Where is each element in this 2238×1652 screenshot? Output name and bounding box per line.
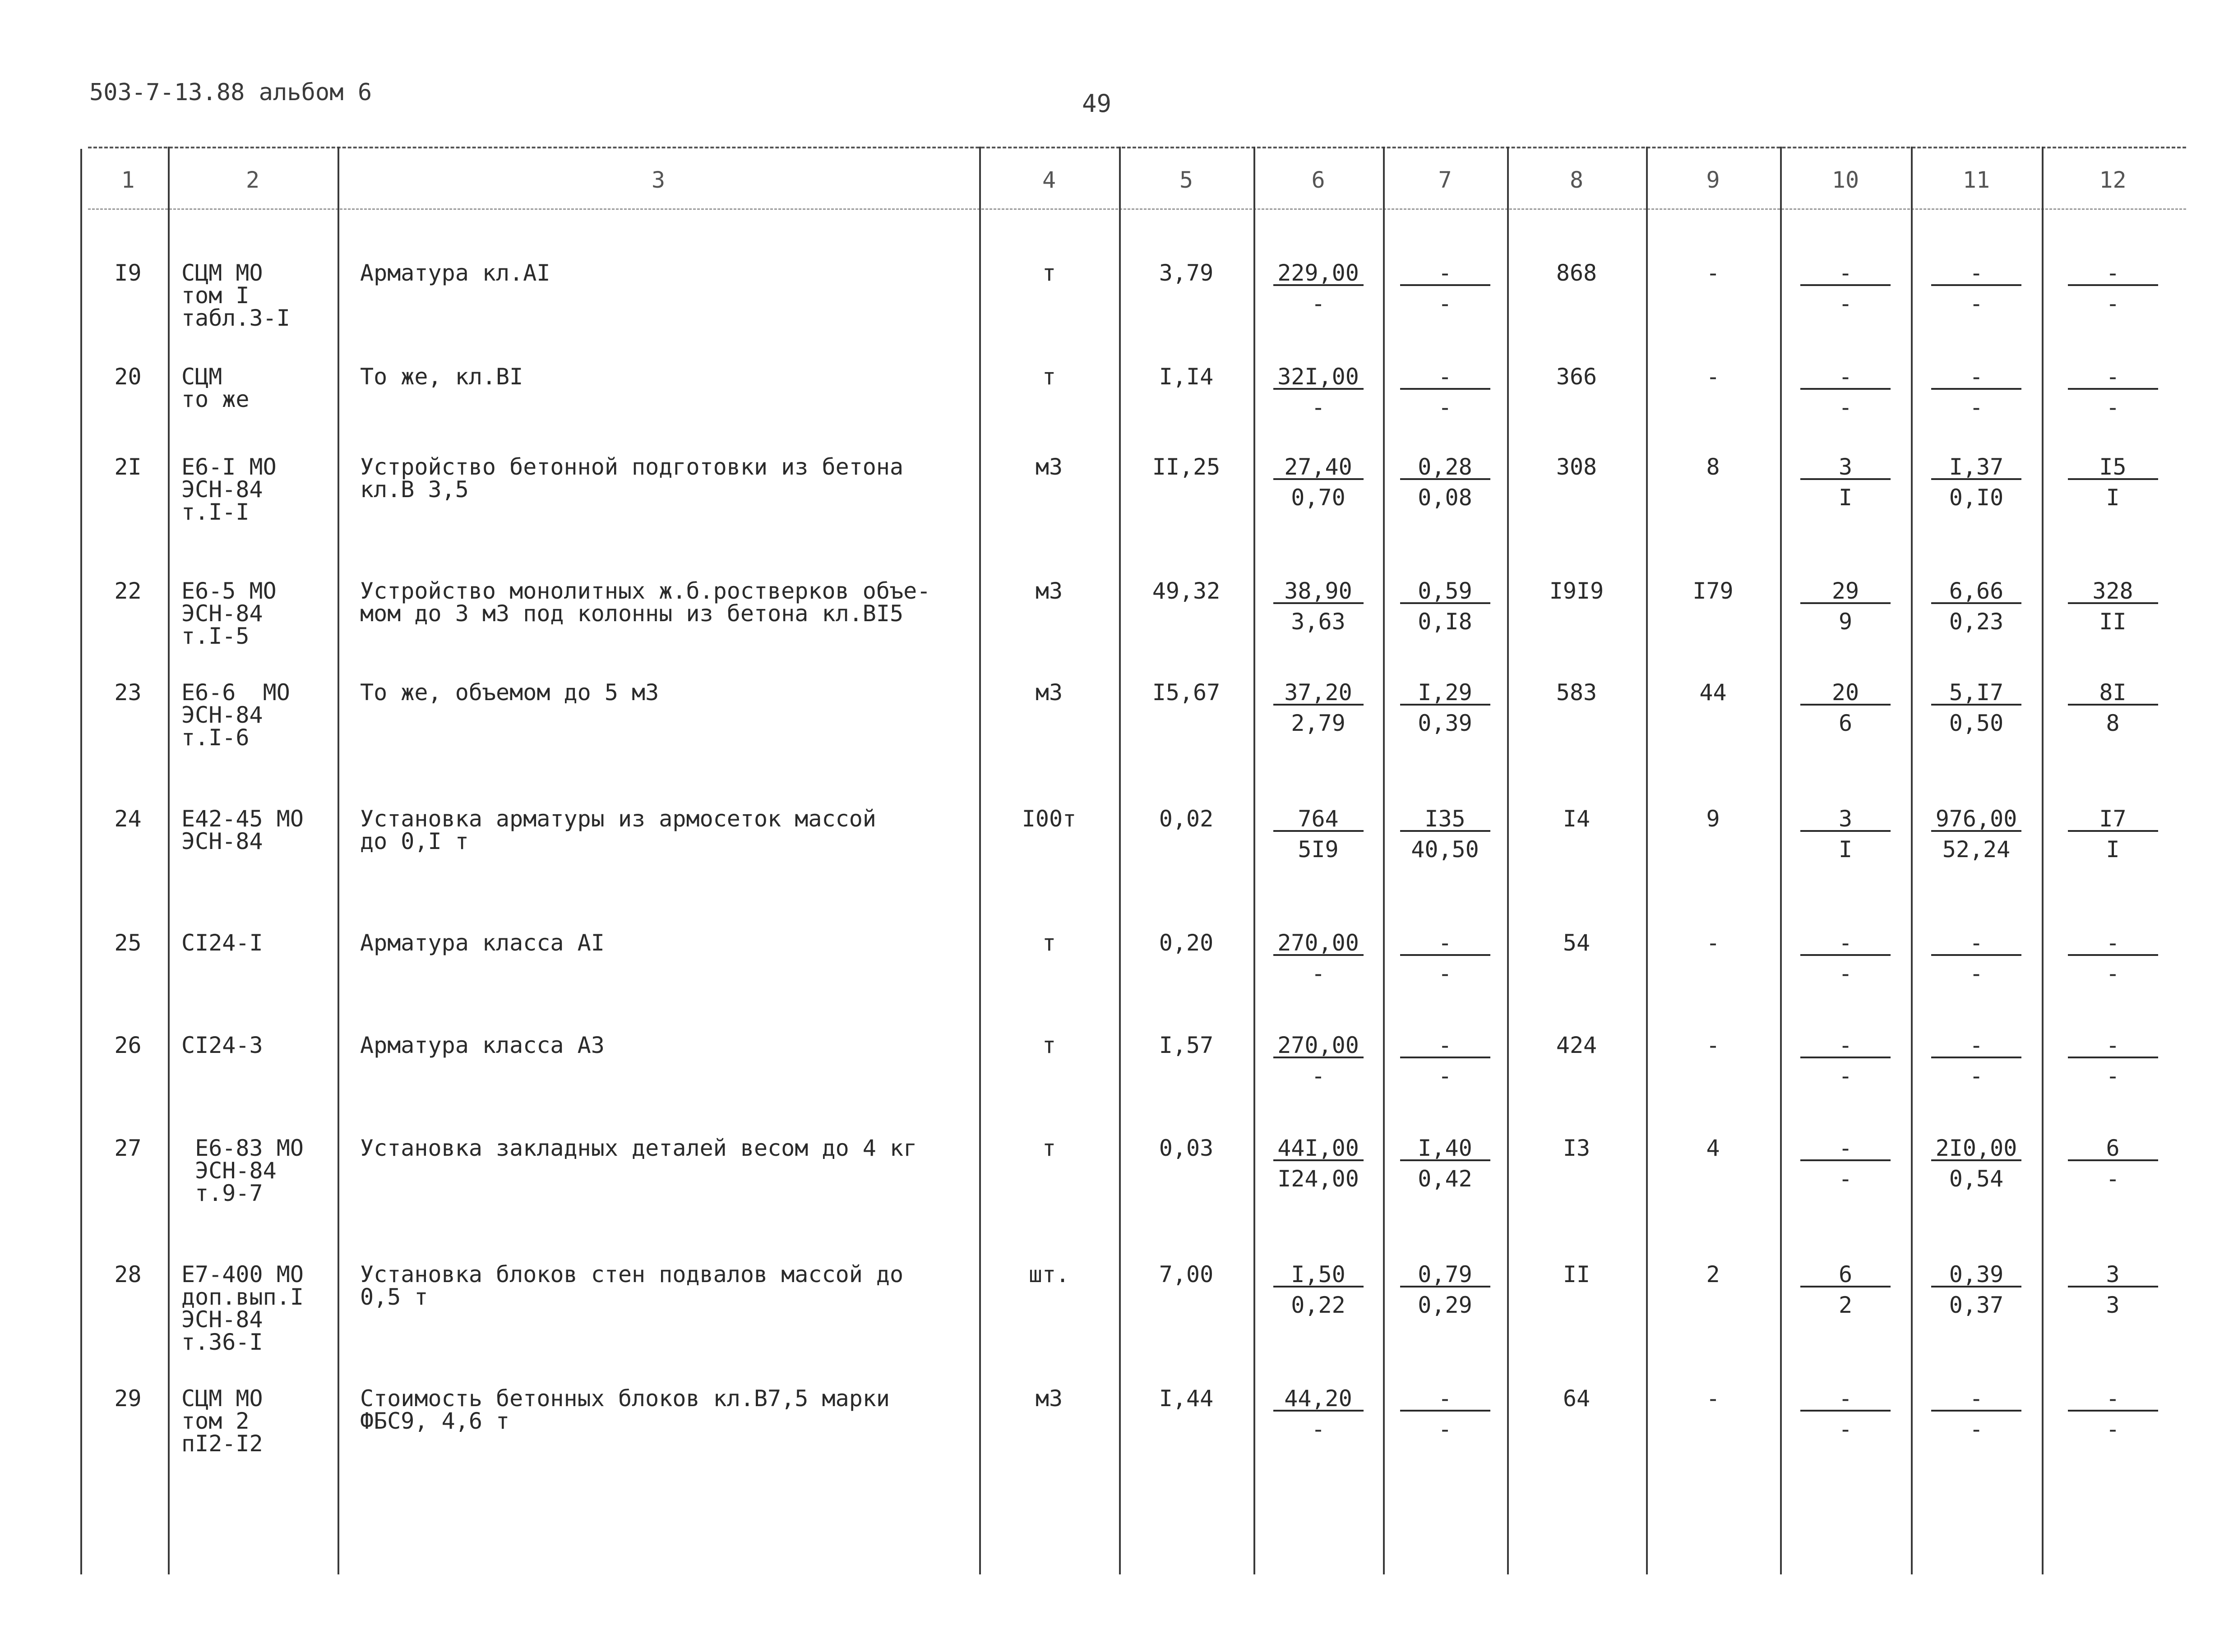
total-wage: 2 <box>1706 1261 1720 1287</box>
quantity: 49,32 <box>1152 578 1221 604</box>
unit-wage-denominator: - <box>1438 394 1452 420</box>
unit-cost <box>1273 681 1364 734</box>
unit-cost <box>1273 1263 1364 1316</box>
unit-cost <box>1273 1034 1364 1087</box>
column-number: 7 <box>1438 167 1452 193</box>
unit-cost-numerator: I,50 <box>1273 1263 1364 1287</box>
machine-cost-denominator: - <box>1838 291 1853 317</box>
labor-total-numerator: - <box>2068 365 2158 390</box>
machine-cost <box>1800 262 1891 315</box>
labor-total-numerator: - <box>2068 932 2158 956</box>
row-number: 28 <box>114 1261 142 1287</box>
unit-wage <box>1400 1137 1490 1190</box>
unit-cost-numerator: 38,90 <box>1273 580 1364 604</box>
norm-code: Е7-400 МО доп.вып.I ЭСН-84 т.36-I <box>181 1261 304 1355</box>
unit-cost-denominator: I24,00 <box>1277 1166 1359 1192</box>
unit-cost-numerator: 764 <box>1273 808 1364 832</box>
unit-cost <box>1273 262 1364 315</box>
total-wage: - <box>1706 1032 1720 1058</box>
work-name: Установка арматуры из армосеток массой до 0,I т <box>360 806 876 854</box>
labor-cost <box>1931 580 2021 633</box>
unit-wage <box>1400 1263 1490 1316</box>
column-number: 6 <box>1311 167 1325 193</box>
labor-total-numerator: 3 <box>2068 1263 2158 1287</box>
column-divider <box>1780 147 1782 1574</box>
machine-cost <box>1800 808 1891 861</box>
unit-wage-denominator: - <box>1438 1063 1452 1089</box>
labor-cost-numerator: 0,39 <box>1931 1263 2021 1287</box>
labor-total-denominator: - <box>2106 291 2120 317</box>
unit-wage <box>1400 365 1490 419</box>
page-number: 49 <box>1082 89 1112 118</box>
labor-cost <box>1931 456 2021 509</box>
unit-cost-numerator: 270,00 <box>1273 1034 1364 1058</box>
unit: I00т <box>1022 806 1077 832</box>
row-number: 23 <box>114 679 142 706</box>
unit-cost <box>1273 365 1364 419</box>
unit-cost-denominator: 0,22 <box>1291 1292 1346 1318</box>
unit-cost-numerator: 44,20 <box>1273 1387 1364 1412</box>
quantity: I5,67 <box>1152 679 1221 706</box>
norm-code: Е6-6 МО ЭСН-84 т.I-6 <box>181 679 290 751</box>
labor-total <box>2068 365 2158 419</box>
row-number: I9 <box>114 260 142 286</box>
labor-cost-numerator: 976,00 <box>1931 808 2021 832</box>
machine-cost-numerator: - <box>1800 1137 1891 1161</box>
unit-cost-denominator: - <box>1311 394 1325 420</box>
column-divider <box>979 147 981 1574</box>
unit-wage <box>1400 580 1490 633</box>
unit-wage <box>1400 1034 1490 1087</box>
labor-cost <box>1931 932 2021 985</box>
machine-cost <box>1800 456 1891 509</box>
labor-cost <box>1931 681 2021 734</box>
quantity: 7,00 <box>1159 1261 1214 1287</box>
unit-wage-numerator: - <box>1400 365 1490 390</box>
quantity: 0,03 <box>1159 1135 1214 1161</box>
unit-wage-numerator: - <box>1400 932 1490 956</box>
labor-total-numerator: - <box>2068 1034 2158 1058</box>
labor-cost-denominator: 0,50 <box>1949 710 2004 736</box>
unit-wage-numerator: 0,59 <box>1400 580 1490 604</box>
labor-cost-denominator: - <box>1969 1063 1984 1089</box>
norm-code: Е42-45 МО ЭСН-84 <box>181 806 304 854</box>
labor-total <box>2068 681 2158 734</box>
unit-wage-numerator: 0,79 <box>1400 1263 1490 1287</box>
column-number: 10 <box>1831 167 1859 193</box>
labor-total <box>2068 1263 2158 1316</box>
machine-cost-denominator: - <box>1838 1166 1853 1192</box>
machine-cost-numerator: 29 <box>1800 580 1891 604</box>
unit-wage-denominator: 0,I8 <box>1418 609 1472 635</box>
column-number: 5 <box>1179 167 1193 193</box>
labor-cost-denominator: - <box>1969 394 1984 420</box>
work-name: Арматура класса А3 <box>360 1032 605 1058</box>
work-name: Арматура класса АI <box>360 930 605 956</box>
machine-cost-denominator: - <box>1838 1063 1853 1089</box>
machine-cost-denominator: 9 <box>1838 609 1853 635</box>
machine-cost <box>1800 1263 1891 1316</box>
total-wage: 44 <box>1699 679 1727 706</box>
labor-total <box>2068 580 2158 633</box>
labor-total-denominator: - <box>2106 394 2120 420</box>
total-wage: 9 <box>1706 806 1720 832</box>
unit: м3 <box>1035 578 1063 604</box>
norm-code: СЦМ МО том 2 пI2-I2 <box>181 1385 263 1457</box>
total-wage: - <box>1706 260 1720 286</box>
unit: т <box>1042 1135 1056 1161</box>
quantity: I,I4 <box>1159 364 1214 390</box>
labor-cost-denominator: - <box>1969 291 1984 317</box>
total-cost: 424 <box>1556 1032 1597 1058</box>
labor-cost-numerator: - <box>1931 1387 2021 1412</box>
unit-wage <box>1400 808 1490 861</box>
labor-cost-numerator: - <box>1931 262 2021 286</box>
labor-cost-denominator: - <box>1969 960 1984 987</box>
machine-cost-numerator: 20 <box>1800 681 1891 706</box>
work-name: Установка блоков стен подвалов массой до 0,5 т <box>360 1261 904 1310</box>
unit-cost <box>1273 1387 1364 1440</box>
total-cost: I9I9 <box>1549 578 1604 604</box>
labor-cost <box>1931 1137 2021 1190</box>
column-number: 11 <box>1962 167 1990 193</box>
unit-cost-denominator: - <box>1311 960 1325 987</box>
row-number: 29 <box>114 1385 142 1412</box>
labor-total-numerator: I7 <box>2068 808 2158 832</box>
norm-code: Е6-83 МО ЭСН-84 т.9-7 <box>195 1135 304 1206</box>
quantity: 0,20 <box>1159 930 1214 956</box>
machine-cost-numerator: - <box>1800 932 1891 956</box>
quantity: 0,02 <box>1159 806 1214 832</box>
machine-cost-denominator: 6 <box>1838 710 1853 736</box>
column-number: 9 <box>1706 167 1720 193</box>
total-wage: I79 <box>1692 578 1734 604</box>
norm-code: Е6-I МО ЭСН-84 т.I-I <box>181 454 277 525</box>
total-cost: 64 <box>1563 1385 1591 1412</box>
machine-cost <box>1800 1137 1891 1190</box>
labor-total-denominator: - <box>2106 1063 2120 1089</box>
unit-cost-numerator: 270,00 <box>1273 932 1364 956</box>
unit-cost-denominator: 0,70 <box>1291 485 1346 511</box>
machine-cost-denominator: - <box>1838 1416 1853 1442</box>
total-cost: I4 <box>1563 806 1591 832</box>
labor-cost <box>1931 1387 2021 1440</box>
labor-cost <box>1931 262 2021 315</box>
machine-cost <box>1800 681 1891 734</box>
unit-wage <box>1400 456 1490 509</box>
labor-cost-denominator: 52,24 <box>1942 836 2011 863</box>
unit-wage <box>1400 681 1490 734</box>
unit-wage-numerator: I35 <box>1400 808 1490 832</box>
machine-cost-numerator: 3 <box>1800 808 1891 832</box>
unit: т <box>1042 260 1056 286</box>
work-name: Арматура кл.АI <box>360 260 550 286</box>
unit-wage-numerator: - <box>1400 262 1490 286</box>
unit-cost-numerator: 27,40 <box>1273 456 1364 480</box>
column-number: 8 <box>1569 167 1584 193</box>
labor-total <box>2068 808 2158 861</box>
column-number: 2 <box>245 167 260 193</box>
machine-cost <box>1800 365 1891 419</box>
row-number: 22 <box>114 578 142 604</box>
labor-cost <box>1931 365 2021 419</box>
unit-cost-denominator: 5I9 <box>1298 836 1339 863</box>
labor-total <box>2068 456 2158 509</box>
total-wage: 8 <box>1706 454 1720 480</box>
labor-total-numerator: 6 <box>2068 1137 2158 1161</box>
machine-cost-denominator: - <box>1838 960 1853 987</box>
norm-code: СЦМ МО том I табл.3-I <box>181 260 290 331</box>
unit-wage-numerator: I,29 <box>1400 681 1490 706</box>
row-number: 24 <box>114 806 142 832</box>
unit-wage-denominator: 40,50 <box>1411 836 1479 863</box>
work-name: То же, объемом до 5 м3 <box>360 679 659 706</box>
row-number: 20 <box>114 364 142 390</box>
column-divider <box>2042 147 2044 1574</box>
quantity: 3,79 <box>1159 260 1214 286</box>
unit: т <box>1042 930 1056 956</box>
unit: м3 <box>1035 1385 1063 1412</box>
labor-total-numerator: 8I <box>2068 681 2158 706</box>
labor-cost-numerator: - <box>1931 932 2021 956</box>
labor-cost-numerator: I,37 <box>1931 456 2021 480</box>
unit-wage-numerator: 0,28 <box>1400 456 1490 480</box>
total-cost: 583 <box>1556 679 1597 706</box>
labor-cost <box>1931 1263 2021 1316</box>
unit-wage-denominator: - <box>1438 960 1452 987</box>
column-divider <box>1253 147 1255 1574</box>
norm-code: Е6-5 МО ЭСН-84 т.I-5 <box>181 578 277 649</box>
labor-cost <box>1931 1034 2021 1087</box>
labor-total <box>2068 932 2158 985</box>
machine-cost <box>1800 580 1891 633</box>
table-top-border <box>88 147 2186 148</box>
unit-cost-denominator: - <box>1311 1063 1325 1089</box>
labor-total <box>2068 1137 2158 1190</box>
column-divider <box>1119 147 1121 1574</box>
labor-total-denominator: 3 <box>2106 1292 2120 1318</box>
unit-cost <box>1273 1137 1364 1190</box>
labor-cost-denominator: - <box>1969 1416 1984 1442</box>
labor-total-numerator: I5 <box>2068 456 2158 480</box>
unit-cost-denominator: 2,79 <box>1291 710 1346 736</box>
quantity: II,25 <box>1152 454 1221 480</box>
unit-wage <box>1400 932 1490 985</box>
norm-code: СI24-I <box>181 930 263 956</box>
labor-total <box>2068 262 2158 315</box>
labor-cost-numerator: - <box>1931 1034 2021 1058</box>
column-divider <box>338 147 339 1574</box>
machine-cost-denominator: - <box>1838 394 1853 420</box>
unit-cost-denominator: 3,63 <box>1291 609 1346 635</box>
quantity: I,57 <box>1159 1032 1214 1058</box>
norm-code: СЦМ то же <box>181 364 250 412</box>
unit: шт. <box>1028 1261 1070 1287</box>
total-wage: - <box>1706 1385 1720 1412</box>
column-divider <box>1383 147 1385 1574</box>
work-name: Устройство монолитных ж.б.ростверков объе- мом до 3 м3 под колонны из бетона кл.ВI5 <box>360 578 931 627</box>
labor-total-numerator: 328 <box>2068 580 2158 604</box>
total-cost: 366 <box>1556 364 1597 390</box>
work-name: Установка закладных деталей весом до 4 кг <box>360 1135 917 1161</box>
column-number: 4 <box>1042 167 1056 193</box>
total-cost: II <box>1563 1261 1591 1287</box>
machine-cost-numerator: 6 <box>1800 1263 1891 1287</box>
labor-cost-denominator: 0,54 <box>1949 1166 2004 1192</box>
labor-total-denominator: - <box>2106 1166 2120 1192</box>
row-number: 25 <box>114 930 142 956</box>
labor-total <box>2068 1034 2158 1087</box>
norm-code: СI24-3 <box>181 1032 263 1058</box>
work-name: То же, кл.ВI <box>360 364 523 390</box>
labor-cost-numerator: 5,I7 <box>1931 681 2021 706</box>
machine-cost <box>1800 932 1891 985</box>
quantity: I,44 <box>1159 1385 1214 1412</box>
row-number: 26 <box>114 1032 142 1058</box>
unit-wage <box>1400 1387 1490 1440</box>
unit-wage-numerator: I,40 <box>1400 1137 1490 1161</box>
total-wage: - <box>1706 364 1720 390</box>
total-cost: 308 <box>1556 454 1597 480</box>
labor-cost-numerator: 2I0,00 <box>1931 1137 2021 1161</box>
machine-cost-numerator: - <box>1800 1034 1891 1058</box>
labor-total-denominator: I <box>2106 485 2120 511</box>
labor-total-denominator: - <box>2106 1416 2120 1442</box>
unit-cost-numerator: 229,00 <box>1273 262 1364 286</box>
unit-cost <box>1273 456 1364 509</box>
unit-cost-denominator: - <box>1311 291 1325 317</box>
unit-wage-numerator: - <box>1400 1034 1490 1058</box>
labor-total <box>2068 1387 2158 1440</box>
unit-cost-denominator: - <box>1311 1416 1325 1442</box>
work-name: Устройство бетонной подготовки из бетона кл.В 3,5 <box>360 454 904 503</box>
column-number: 3 <box>651 167 666 193</box>
unit-cost-numerator: 37,20 <box>1273 681 1364 706</box>
total-cost: 868 <box>1556 260 1597 286</box>
table-left-border <box>80 149 82 1574</box>
labor-total-numerator: - <box>2068 262 2158 286</box>
machine-cost-denominator: I <box>1838 485 1853 511</box>
labor-total-numerator: - <box>2068 1387 2158 1412</box>
unit-wage-denominator: 0,39 <box>1418 710 1472 736</box>
labor-total-denominator: II <box>2099 609 2127 635</box>
labor-cost-numerator: - <box>1931 365 2021 390</box>
document-code: 503-7-13.88 альбом 6 <box>89 79 372 106</box>
unit-cost <box>1273 932 1364 985</box>
unit-wage-denominator: - <box>1438 291 1452 317</box>
labor-total-denominator: 8 <box>2106 710 2120 736</box>
unit-wage-denominator: 0,42 <box>1418 1166 1472 1192</box>
total-cost: I3 <box>1563 1135 1591 1161</box>
machine-cost-numerator: - <box>1800 1387 1891 1412</box>
total-cost: 54 <box>1563 930 1591 956</box>
labor-cost-numerator: 6,66 <box>1931 580 2021 604</box>
unit-cost-numerator: 32I,00 <box>1273 365 1364 390</box>
machine-cost <box>1800 1034 1891 1087</box>
column-divider <box>168 147 170 1574</box>
unit-wage <box>1400 262 1490 315</box>
work-name: Стоимость бетонных блоков кл.В7,5 марки ФБС9, 4,6 т <box>360 1385 890 1434</box>
column-number: 1 <box>121 167 135 193</box>
unit: м3 <box>1035 454 1063 480</box>
column-number: 12 <box>2099 167 2127 193</box>
unit-cost-numerator: 44I,00 <box>1273 1137 1364 1161</box>
column-number-separator <box>88 208 2186 210</box>
labor-cost-denominator: 0,37 <box>1949 1292 2004 1318</box>
machine-cost-numerator: - <box>1800 262 1891 286</box>
unit-wage-denominator: - <box>1438 1416 1452 1442</box>
total-wage: - <box>1706 930 1720 956</box>
column-divider <box>1507 147 1509 1574</box>
row-number: 27 <box>114 1135 142 1161</box>
column-divider <box>1911 147 1913 1574</box>
unit: м3 <box>1035 679 1063 706</box>
labor-total-denominator: I <box>2106 836 2120 863</box>
unit-wage-denominator: 0,29 <box>1418 1292 1472 1318</box>
machine-cost-denominator: I <box>1838 836 1853 863</box>
unit-wage-denominator: 0,08 <box>1418 485 1472 511</box>
unit-cost <box>1273 808 1364 861</box>
column-divider <box>1646 147 1648 1574</box>
unit-cost <box>1273 580 1364 633</box>
unit: т <box>1042 364 1056 390</box>
unit-wage-numerator: - <box>1400 1387 1490 1412</box>
machine-cost-numerator: - <box>1800 365 1891 390</box>
labor-cost-denominator: 0,23 <box>1949 609 2004 635</box>
labor-cost <box>1931 808 2021 861</box>
labor-cost-denominator: 0,I0 <box>1949 485 2004 511</box>
machine-cost <box>1800 1387 1891 1440</box>
total-wage: 4 <box>1706 1135 1720 1161</box>
row-number: 2I <box>114 454 142 480</box>
machine-cost-denominator: 2 <box>1838 1292 1853 1318</box>
unit: т <box>1042 1032 1056 1058</box>
labor-total-denominator: - <box>2106 960 2120 987</box>
machine-cost-numerator: 3 <box>1800 456 1891 480</box>
